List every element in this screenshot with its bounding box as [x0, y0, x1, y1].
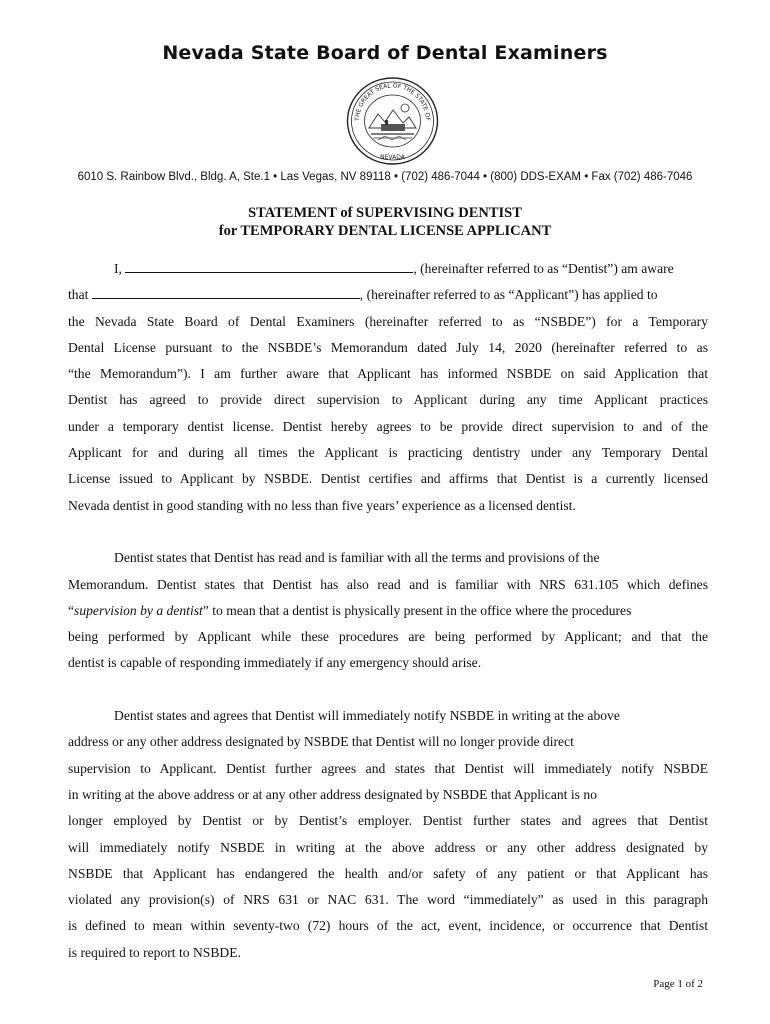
- p1-line-2: that , (hereinafter referred to as “Applicant”) has applied to: [68, 287, 658, 303]
- p1-line-3: the Nevada State Board of Dental Examiners (hereinafter referred to as “NSBDE”) for a Temporary: [68, 313, 708, 329]
- p3-line-9: is defined to mean within seventy-two (72) hours of the act, event, incidence, or occurrence that Dentist: [68, 918, 708, 934]
- p3-line-5: longer employed by Dentist or by Dentist’s employer. Dentist further states and agrees that Dentist: [68, 813, 708, 829]
- p3-line-7: NSBDE that Applicant has endangered the health and/or safety of any patient or that Applicant has: [68, 865, 708, 881]
- p2-line-3: “supervision by a dentist” to mean that a dentist is physically present in the office where the procedures: [68, 602, 632, 618]
- p1-line-1: I, , (hereinafter referred to as “Dentist”) am aware: [114, 261, 674, 276]
- p3-line-8: violated any provision(s) of NRS 631 or NAC 631. The word “immediately” as used in this paragraph: [68, 892, 708, 908]
- p3-line-3: supervision to Applicant. Dentist further agrees and states that Dentist will immediately notify NSBDE: [68, 760, 708, 776]
- p3-line-2: address or any other address designated by NSBDE that Dentist will no longer provide direct: [68, 734, 574, 750]
- p3-line-6: will immediately notify NSBDE in writing at the above address or any other address designated by: [68, 839, 708, 855]
- p2-line-1: Dentist states that Dentist has read and is familiar with all the terms and provisions of the: [114, 550, 600, 566]
- defined-term: supervision by a dentist: [74, 602, 203, 618]
- p2-line-5: dentist is capable of responding immediately if any emergency should arise.: [68, 655, 482, 671]
- p2-line-4: being performed by Applicant while these procedures are being performed by Applicant; and that the: [68, 629, 708, 645]
- p2-line-2: Memorandum. Dentist states that Dentist has also read and is familiar with NRS 631.105 which defines: [68, 576, 708, 592]
- p3-line-10: is required to report to NSBDE.: [68, 944, 241, 960]
- page-number: Page 1 of 2: [653, 978, 703, 990]
- p1-line-6: Dentist has agreed to provide direct supervision to Applicant during any time Applicant practices: [68, 392, 708, 408]
- title-line-1: STATEMENT of SUPERVISING DENTIST: [248, 205, 522, 221]
- seal-text-top: THE GREAT SEAL OF THE STATE OF: [353, 82, 432, 122]
- seal-text-bottom: NEVADA: [380, 154, 405, 161]
- document-title: [0, 204, 770, 240]
- board-address: 6010 S. Rainbow Blvd., Bldg. A, Ste.1 • Las Vegas, NV 89118 • (702) 486-7044 • (800) DDS-EXAM • Fax (702) 486-7046: [77, 171, 693, 183]
- p1-line-10: Nevada dentist in good standing with no less than five years’ experience as a licensed dentist.: [68, 497, 576, 513]
- p1-line-4: Dental License pursuant to the NSBDE’s Memorandum dated July 14, 2020 (hereinafter referred to as: [68, 339, 708, 355]
- dentist-name-field[interactable]: [125, 259, 413, 273]
- document-body: [68, 256, 708, 966]
- p3-line-1: Dentist states and agrees that Dentist will immediately notify NSBDE in writing at the above: [114, 708, 620, 724]
- state-seal-icon: [345, 76, 440, 166]
- applicant-name-field[interactable]: [92, 285, 360, 299]
- p1-line-7: under a temporary dentist license. Dentist hereby agrees to be provide direct supervision to and of the: [68, 418, 708, 434]
- title-line-2: for TEMPORARY DENTAL LICENSE APPLICANT: [218, 223, 552, 239]
- p1-line-5: “the Memorandum”). I am further aware that Applicant has informed NSBDE on said Application that: [68, 366, 708, 382]
- p1-line-9: License issued to Applicant by NSBDE. Dentist certifies and affirms that Dentist is a currently licensed: [68, 471, 708, 487]
- organization-title: Nevada State Board of Dental Examiners: [162, 42, 608, 64]
- p1-line-8: Applicant for and during all times the Applicant is practicing dentistry under any Temporary Dental: [68, 445, 708, 461]
- p3-line-4: in writing at the above address or at any other address designated by NSBDE that Applicant is no: [68, 786, 597, 802]
